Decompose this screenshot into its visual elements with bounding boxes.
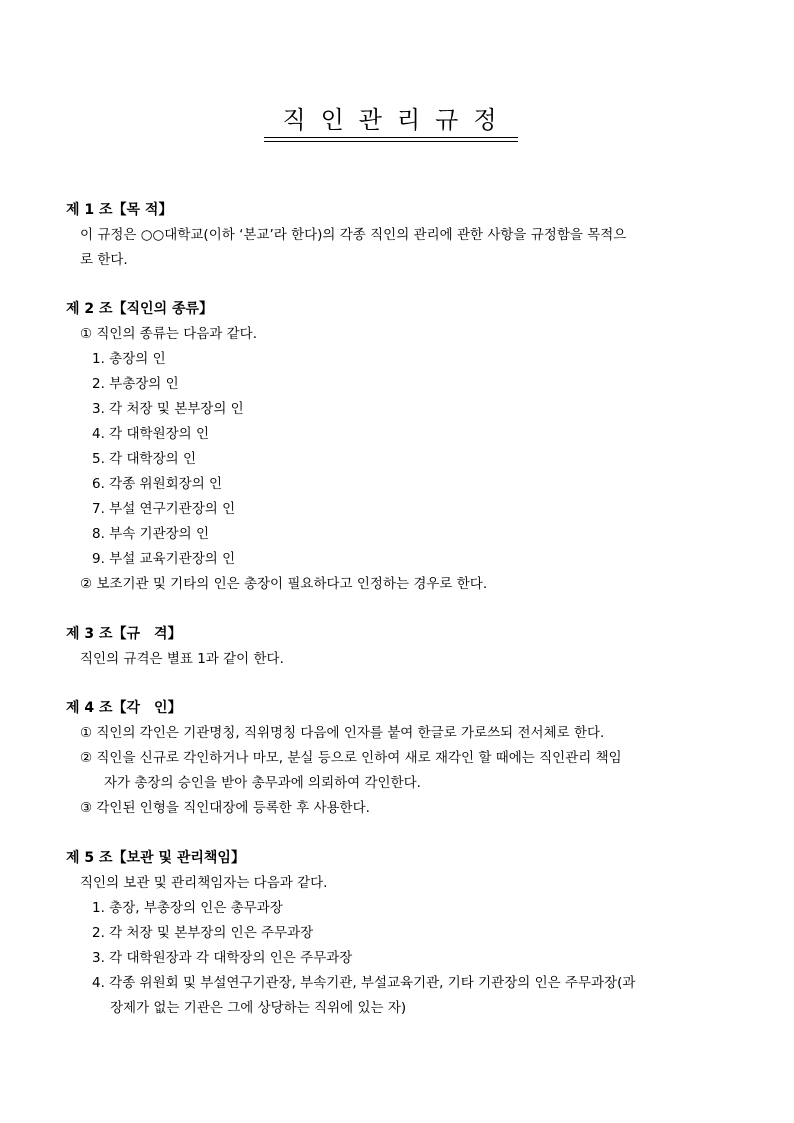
article-5-item: 1. 총장, 부총장의 인은 총무과장 — [92, 900, 283, 916]
article-5-item: 2. 각 처장 및 본부장의 인은 주무과장 — [92, 925, 314, 941]
article-1-line: 이 규정은 ○○대학교(이하 ‘본교’라 한다)의 각종 직인의 관리에 관한 사항을 규정함을 목적으 — [80, 227, 627, 243]
article-2-item: 2. 부총장의 인 — [92, 376, 179, 392]
article-5-heading: 제 5 조【보관 및 관리책임】 — [66, 850, 245, 866]
article-2-line: ① 직인의 종류는 다음과 같다. — [80, 326, 258, 342]
article-3-line: 직인의 규격은 별표 1과 같이 한다. — [80, 651, 284, 667]
title-underline — [264, 137, 518, 138]
article-2-item: 4. 각 대학원장의 인 — [92, 426, 210, 442]
page-title: 직인관리규정 — [282, 106, 512, 134]
article-3-heading: 제 3 조【규 격】 — [66, 626, 182, 642]
article-4-line: 자가 총장의 승인을 받아 총무과에 의뢰하여 각인한다. — [104, 775, 421, 791]
article-4-line: ③ 각인된 인형을 직인대장에 등록한 후 사용한다. — [80, 800, 370, 816]
article-2-heading: 제 2 조【직인의 종류】 — [66, 301, 214, 317]
article-5-line: 직인의 보관 및 관리책임자는 다음과 같다. — [80, 875, 328, 891]
article-4-line: ② 직인을 신규로 각인하거나 마모, 분실 등으로 인하여 새로 재각인 할 때에는 직인관리 책임 — [80, 750, 622, 766]
article-5-item: 4. 각종 위원회 및 부설연구기관장, 부속기관, 부설교육기관, 기타 기관장의 인은 주무과장(과 — [92, 975, 636, 991]
article-2-item: 3. 각 처장 및 본부장의 인 — [92, 401, 244, 417]
article-2-item: 6. 각종 위원회장의 인 — [92, 476, 223, 492]
article-2-item: 9. 부설 교육기관장의 인 — [92, 551, 236, 567]
article-4-line: ① 직인의 각인은 기관명칭, 직위명칭 다음에 인자를 붙여 한글로 가로쓰되 전서체로 한다. — [80, 725, 605, 741]
article-2-item: 7. 부설 연구기관장의 인 — [92, 501, 236, 517]
article-5-item: 3. 각 대학원장과 각 대학장의 인은 주무과장 — [92, 950, 353, 966]
article-2-line: ② 보조기관 및 기타의 인은 총장이 필요하다고 인정하는 경우로 한다. — [80, 576, 488, 592]
title-underline-double — [264, 141, 518, 142]
article-1-heading: 제 1 조【목 적】 — [66, 202, 173, 218]
article-4-heading: 제 4 조【각 인】 — [66, 700, 182, 716]
article-1-line: 로 한다. — [80, 252, 128, 268]
article-2-item: 8. 부속 기관장의 인 — [92, 526, 210, 542]
article-5-item: 장제가 없는 기관은 그에 상당하는 직위에 있는 자) — [110, 1000, 407, 1016]
article-2-item: 5. 각 대학장의 인 — [92, 451, 196, 467]
article-2-item: 1. 총장의 인 — [92, 351, 166, 367]
